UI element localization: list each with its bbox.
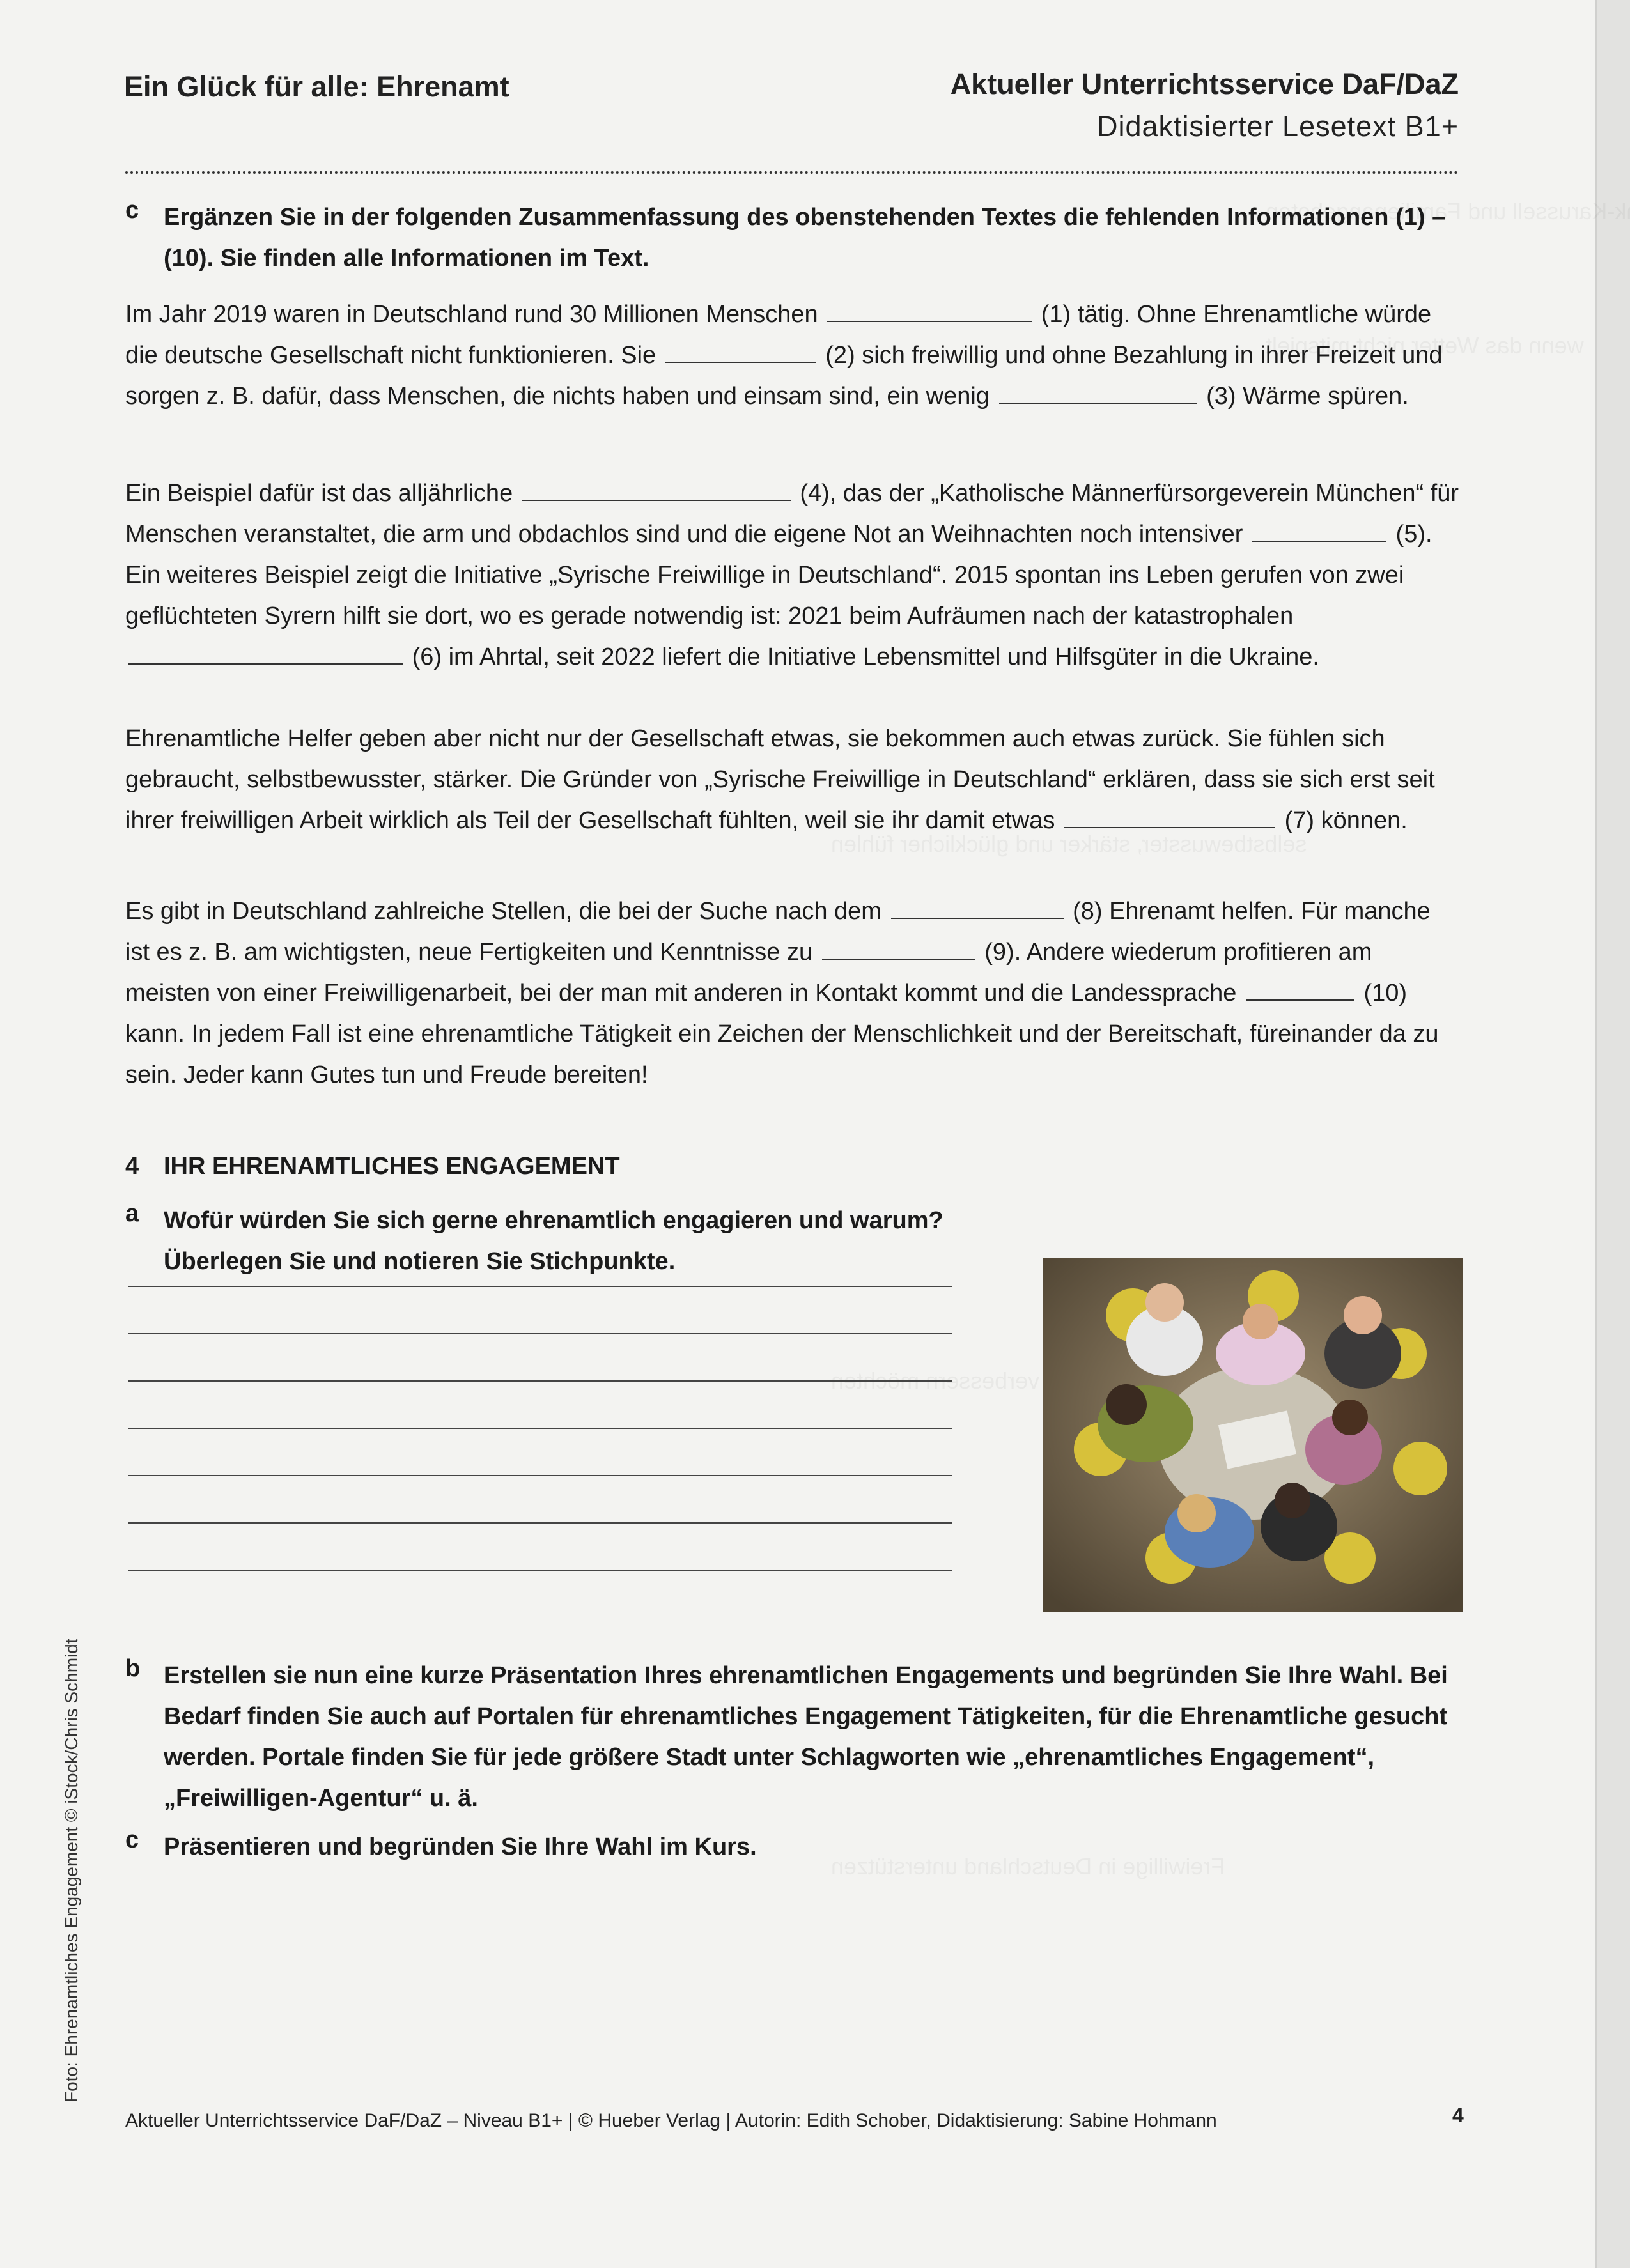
summary-text: (5). Ein weiteres Beispiel zeigt die Initiative „Syrische Freiwillige in Deutschland“. 2015 spontan ins Leben gerufen von zwei geflüchteten Syrern hilft sie dort, wo es gerade notwendig ist: 2021 beim Aufräumen nach der katastrophalen [125,521,1432,629]
document-title: Ein Glück für alle: Ehrenamt [124,70,509,103]
page-number: 4 [1452,2104,1464,2127]
task-letter: b [125,1655,141,1682]
summary-text: Ehrenamtliche Helfer geben aber nicht nur der Gesellschaft etwas, sie bekommen auch etwas zurück. Sie fühlen sich gebraucht, selbstbewusster, stärker. Die Gründer von „Syrische Freiwillige in Deutschland“ erklären, dass sie sich erst seit ihrer freiwilligen Arbeit wirklich als Teil der Gesellschaft fühlten, weil sie ihr damit etwas [125,725,1435,834]
summary-paragraph-4 [125,891,1461,1095]
summary-text: (3) Wärme spüren. [1206,383,1409,410]
group-photo-illustration [1043,1258,1463,1612]
header-right [951,68,1459,143]
note-line[interactable] [128,1522,952,1524]
summary-text: (1) tätig. Ohne Ehrenamtliche würde die deutsche Gesellschaft nicht funktionieren. Sie [125,301,1432,369]
series-title: Aktueller Unterrichtsservice DaF/DaZ [950,68,1459,100]
summary-paragraph-3 [125,718,1461,841]
summary-text: (2) sich freiwillig und ohne Bezahlung in ihrer Freizeit und sorgen z. B. dafür, dass Menschen, die nichts haben und einsam sind, ein wenig [125,342,1443,410]
section-4-heading [125,1153,620,1180]
summary-text: (7) können. [1284,807,1408,834]
notes-area [128,1286,952,1617]
task-instruction: Ergänzen Sie in der folgenden Zusammenfassung des obenstehenden Textes die fehlenden Informationen (1) – (10). Sie finden alle Informationen im Text. [164,204,1446,272]
volunteers-photo [1043,1258,1463,1612]
task-4c [125,1826,1468,1867]
gap-9-field[interactable] [822,939,975,960]
gap-8-field[interactable] [891,899,1064,919]
gap-3-field[interactable] [999,383,1197,404]
gap-6-field[interactable] [128,644,403,665]
summary-text: (6) im Ahrtal, seit 2022 liefert die Initiative Lebensmittel und Hilfsgüter in die Ukraine. [412,644,1319,670]
task-c [125,197,1468,279]
task-4a [125,1200,1020,1282]
summary-text: Es gibt in Deutschland zahlreiche Stellen, die bei der Suche nach dem [125,898,881,925]
summary-text: Im Jahr 2019 waren in Deutschland rund 30 Millionen Menschen [125,301,818,328]
summary-text: (9). Andere wiederum profitieren am meisten von einer Freiwilligenarbeit, bei der man mit anderen in Kontakt kommt und die Landessprache [125,939,1372,1007]
summary-text: (10) kann. In jedem Fall ist eine ehrenamtliche Tätigkeit ein Zeichen der Menschlichkeit und der Bereitschaft, füreinander da zu sein. Jeder kann Gutes tun und Freude bereiten! [125,980,1439,1088]
gap-7-field[interactable] [1064,808,1275,828]
section-number: 4 [125,1153,139,1180]
note-line[interactable] [128,1380,952,1382]
header-divider [125,171,1459,174]
gap-2-field[interactable] [665,343,816,363]
note-line[interactable] [128,1428,952,1429]
gap-4-field[interactable] [522,481,791,501]
summary-paragraph-2 [125,473,1461,677]
task-instruction: Wofür würden Sie sich gerne ehrenamtlich engagieren und warum? Überlegen Sie und notieren Sie Stichpunkte. [164,1207,943,1275]
section-title: IHR EHRENAMTLICHES ENGAGEMENT [164,1153,620,1180]
task-4b [125,1655,1468,1819]
task-letter: c [125,1826,139,1853]
photo-credit: Foto: Ehrenamtliches Engagement © iStock/Chris Schmidt [61,1639,81,2102]
summary-text: Ein Beispiel dafür ist das alljährliche [125,480,513,507]
summary-text: (4), das der „Katholische Männerfürsorgeverein München“ für Menschen veranstaltet, die arm und obdachlos sind und die eigene Not an Weihnachten noch intensiver [125,480,1459,548]
task-letter: c [125,197,139,224]
task-letter: a [125,1200,139,1227]
gap-10-field[interactable] [1246,980,1354,1001]
footer-text: Aktueller Unterrichtsservice DaF/DaZ – Niveau B1+ | © Hueber Verlag | Autorin: Edith Schober, Didaktisierung: Sabine Hohmann [125,2110,1217,2131]
summary-paragraph-1 [125,294,1461,417]
task-instruction: Präsentieren und begründen Sie Ihre Wahl im Kurs. [164,1833,757,1860]
note-line[interactable] [128,1475,952,1476]
task-instruction: Erstellen sie nun eine kurze Präsentation Ihres ehrenamtlichen Engagements und begründen Sie Ihre Wahl. Bei Bedarf finden Sie auch auf Portalen für ehrenamtliches Engagement Tätigkeiten, für die Ehrenamtliche gesucht werden. Portale finden Sie für jede größere Stadt unter Schlagworten wie „ehrenamtliches Engagement“, „Freiwilligen-Agentur“ u. ä. [164,1662,1448,1812]
summary-text: (8) Ehrenamt helfen. Für manche ist es z. B. am wichtigsten, neue Fertigkeiten und Kenntnisse zu [125,898,1431,966]
note-line[interactable] [128,1286,952,1287]
gap-5-field[interactable] [1252,521,1386,542]
note-line[interactable] [128,1570,952,1571]
note-line[interactable] [128,1333,952,1334]
level-subtitle: Didaktisierter Lesetext B1+ [1096,110,1459,143]
gap-1-field[interactable] [827,302,1032,322]
page-edge [1595,0,1630,2268]
